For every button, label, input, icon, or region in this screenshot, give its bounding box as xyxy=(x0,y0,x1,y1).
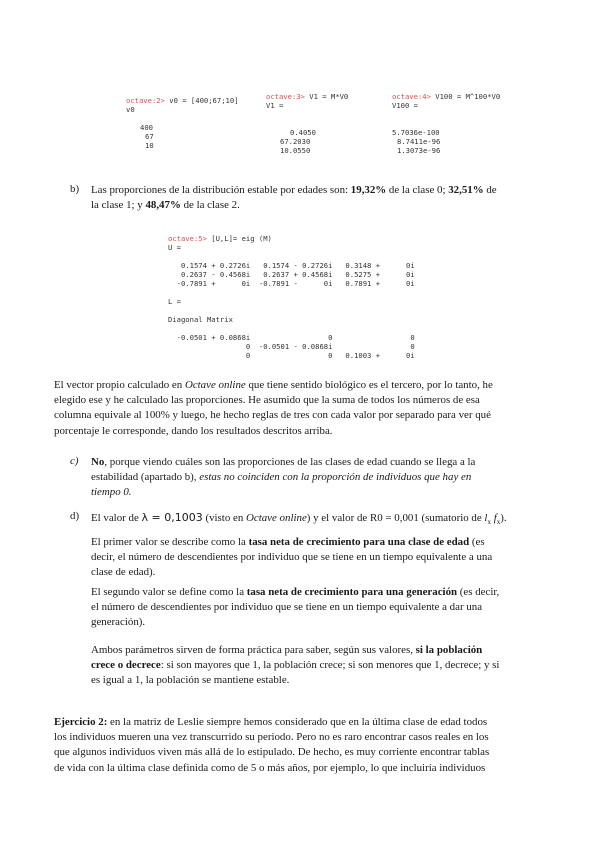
paragraph-line xyxy=(91,643,556,658)
text-run: El vector propio calculado en xyxy=(54,379,185,391)
matrix-row: 0 0 0.1003 + 0i xyxy=(168,351,415,360)
marker-text: c) xyxy=(70,455,79,467)
paragraph-line: generación). xyxy=(91,616,146,629)
item-b-text xyxy=(91,183,551,212)
text-run: ). xyxy=(500,512,507,524)
text-run: la clase 1; y xyxy=(91,198,146,211)
octave-online-term: Octave online xyxy=(184,379,246,391)
paragraph-line: decir, el número de descendientes por individuo que se tiene en un tiempo equivalente a una xyxy=(91,551,493,564)
matrix-row: 0.1574 + 0.2726i 0.1574 - 0.2726i 0.3148 + 0i xyxy=(168,261,415,270)
percent-class-2: 48,47% xyxy=(145,198,181,211)
item-c-text xyxy=(91,455,556,501)
octave-value: 67 xyxy=(145,132,154,141)
text-run: (es xyxy=(469,536,485,548)
octave-var-label: U = xyxy=(168,243,181,252)
item-d-marker: d) xyxy=(70,510,80,522)
percent-class-0: 19,32% xyxy=(350,184,387,196)
octave-online-term: Octave online xyxy=(246,512,307,524)
paragraph-line xyxy=(91,510,556,530)
exercise-title: Ejercicio 2: xyxy=(54,716,108,728)
octave-command: [U,L]= eig (M) xyxy=(206,234,272,243)
octave-value: 10 xyxy=(145,141,154,150)
text-run: , porque viendo cuáles son las proporciones de las clases de edad cuando se llega a la xyxy=(104,456,476,468)
emphasis-run: tiempo 0. xyxy=(91,486,132,499)
first-value-paragraph xyxy=(91,535,556,581)
paragraph-line xyxy=(91,470,556,485)
paragraph-line xyxy=(54,715,559,730)
paragraph-line xyxy=(54,378,554,393)
formula-f: f xyxy=(493,512,497,524)
item-c-marker xyxy=(70,455,78,467)
octave-prompt: octave:4> xyxy=(392,92,431,101)
item-d-text xyxy=(91,510,556,530)
percent-class-1: 32,51% xyxy=(448,184,484,196)
text-run: de la clase 0; xyxy=(386,184,449,196)
emphasis-run: estas no coinciden con la proporción de individuos que hay en xyxy=(199,471,472,484)
text-run: en la matriz de Leslie siempre hemos considerado que en la última clase de edad todos xyxy=(107,716,488,728)
octave-value: 0.4050 xyxy=(290,128,316,137)
text-run: Ambos parámetros sirven de forma práctica para saber, según sus valores, xyxy=(91,644,416,656)
octave-output-eig xyxy=(168,234,415,360)
diagonal-matrix-label: Diagonal Matrix xyxy=(168,315,233,324)
text-run: Las proporciones de la distribución estable por edades son: xyxy=(91,184,351,196)
item-b-line-2 xyxy=(91,198,551,213)
lambda-value: λ = 0,1003 xyxy=(141,511,203,524)
matrix-row: 0 -0.0501 - 0.0868i 0 xyxy=(168,342,415,351)
text-run: : si son mayores que 1, la población crece; si son menores que 1, decrece; y si xyxy=(160,659,500,672)
octave-prompt: octave:2> xyxy=(126,96,165,105)
octave-var-label: L = xyxy=(168,297,181,306)
bold-term: tasa neta de crecimiento para una generación xyxy=(246,586,458,598)
octave-value: 10.0550 xyxy=(280,146,311,155)
paragraph-line: de vida con la última clase definida como de 5 o más años, por ejemplo, lo que incluiría individuos xyxy=(54,761,486,774)
octave-command: V1 = M*V0 xyxy=(304,92,349,101)
second-value-paragraph xyxy=(91,585,556,631)
matrix-row: 0.2637 - 0.4568i 0.2637 + 0.4568i 0.5275 + 0i xyxy=(168,270,415,279)
bold-term: si la población xyxy=(415,644,483,656)
octave-var-label: v0 xyxy=(126,105,135,114)
formula-subscript: x xyxy=(487,518,491,527)
text-run: (visto en xyxy=(202,512,246,524)
bold-term: crece o decrece xyxy=(91,659,161,672)
vector-paragraph xyxy=(54,378,554,439)
octave-output-v0 xyxy=(126,96,239,150)
octave-var-label: V1 = xyxy=(266,101,284,110)
item-b-marker: b) xyxy=(70,183,80,195)
paragraph-line: columna equivale al 100% y luego, he hecho reglas de tres con cada valor por separado para ver qué xyxy=(54,409,491,422)
octave-prompt: octave:5> xyxy=(168,234,207,243)
formula-subscript: x xyxy=(496,518,501,527)
both-parameters-paragraph xyxy=(91,643,556,689)
octave-value: 400 xyxy=(140,123,153,132)
answer-no: No xyxy=(91,456,105,468)
octave-command: v0 = [400;67;10] xyxy=(164,96,239,105)
octave-var-label: V100 = xyxy=(392,101,418,110)
paragraph-line: es igual a 1, la población se mantiene estable. xyxy=(91,674,290,687)
text-run: de la clase 2. xyxy=(180,198,240,211)
octave-output-v1 xyxy=(266,92,348,155)
text-run: de xyxy=(483,184,497,196)
matrix-row: -0.7891 + 0i -0.7891 - 0i 0.7891 + 0i xyxy=(168,279,415,288)
text-run: El primer valor se describe como la xyxy=(91,536,249,548)
octave-prompt: octave:3> xyxy=(266,92,305,101)
matrix-row: -0.0501 + 0.0868i 0 0 xyxy=(168,333,415,342)
paragraph-line: clase de edad). xyxy=(91,566,156,579)
text-run: El segundo valor se define como la xyxy=(91,586,247,598)
octave-value: 1.3073e-96 xyxy=(397,146,441,155)
octave-value: 5.7036e-100 xyxy=(392,128,440,137)
formula-l: l xyxy=(484,512,488,524)
octave-value: 67.2030 xyxy=(280,137,311,146)
paragraph-line: el número de descendientes por individuo que se tiene en un tiempo equivalente a dar una xyxy=(91,601,483,614)
bold-term: tasa neta de crecimiento para una clase de edad xyxy=(248,536,470,548)
octave-value: 8.7411e-96 xyxy=(397,137,441,146)
paragraph-line xyxy=(91,585,556,600)
item-b-line-1 xyxy=(91,183,551,198)
paragraph-line xyxy=(91,658,556,673)
text-run: (es decir, xyxy=(457,586,500,598)
text-run: ) y el valor de R0 = 0,001 (sumatorio de xyxy=(306,512,485,524)
paragraph-line xyxy=(91,535,556,550)
paragraph-line: que algunos individuos viven más allá de lo estipulado. De hecho, es muy corriente encontrar tablas xyxy=(54,746,490,759)
octave-command: V100 = M^100*V0 xyxy=(430,92,501,101)
text-run: estabilidad (apartado b), xyxy=(91,471,200,484)
paragraph-line xyxy=(91,485,556,500)
paragraph-line xyxy=(91,455,556,470)
text-run: que tiene sentido biológico es el tercero, por lo tanto, he xyxy=(245,379,493,391)
paragraph-line: porcentaje le corresponde, dando los resultados descritos arriba. xyxy=(54,424,333,437)
paragraph-line: elegido ese y he calculado las proporciones. He asumido que la suma de todos los números de esa xyxy=(54,394,480,407)
exercise-2-paragraph xyxy=(54,715,559,776)
octave-output-v100 xyxy=(392,92,500,155)
paragraph-line: los individuos mueren una vez transcurrido su periodo. Pero no es raro encontrar casos reales en los xyxy=(54,731,489,744)
text-run: El valor de xyxy=(91,512,142,524)
